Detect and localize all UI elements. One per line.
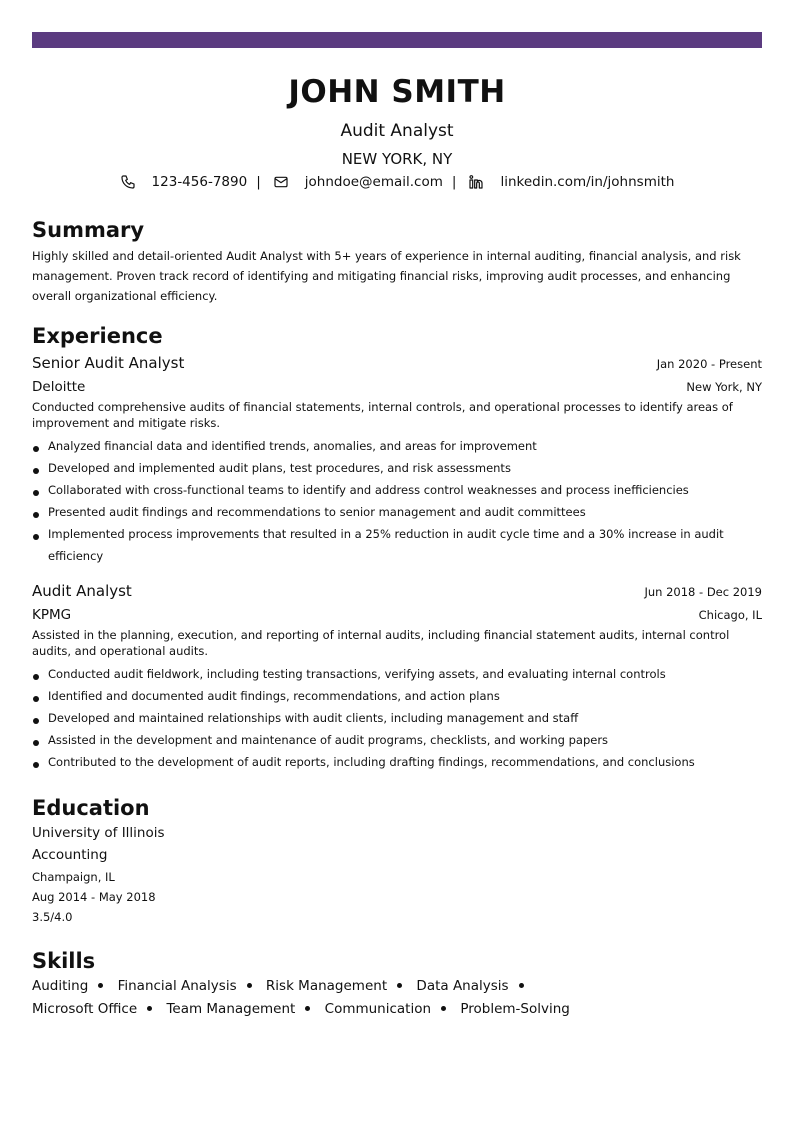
job-company: Deloitte [32, 379, 86, 395]
summary-heading: Summary [32, 218, 145, 242]
education-location: Champaign, IL [32, 870, 115, 884]
list-item [32, 435, 762, 457]
list-item [32, 685, 762, 707]
skill-label: Data Analysis [416, 978, 509, 994]
bullet-dot [33, 512, 39, 518]
experience-heading: Experience [32, 324, 163, 348]
candidate-name: JOHN SMITH [288, 74, 506, 110]
bullet-text: Contributed to the development of audit reports, including drafting findings, recommendations, and conclusions [48, 755, 695, 769]
contact-separator: | [451, 174, 457, 190]
bullet-text: Assisted in the development and maintenance of audit programs, checklists, and working papers [48, 733, 609, 747]
skill-label: Microsoft Office [32, 1001, 138, 1017]
phone-icon [120, 174, 136, 190]
candidate-location: NEW YORK, NY [341, 150, 453, 168]
resume [32, 48, 762, 1021]
skill-item [460, 1001, 570, 1017]
contact-separator: | [256, 174, 261, 190]
phone-number[interactable]: 123-456-7890 [151, 174, 248, 190]
skills-heading: Skills [32, 949, 96, 973]
education-school: University of Illinois [32, 825, 165, 841]
experience-section [32, 323, 762, 773]
job-entry [32, 581, 762, 773]
skill-item [166, 1001, 320, 1017]
skill-dot [98, 983, 103, 988]
bullet-dot [33, 740, 39, 746]
skill-dot [247, 983, 252, 988]
skill-dot [441, 1006, 446, 1011]
list-item [32, 501, 762, 523]
education-heading: Education [32, 796, 150, 820]
job-role: Senior Audit Analyst [32, 354, 185, 372]
list-item [32, 457, 762, 479]
job-dates: Jan 2020 - Present [656, 357, 762, 371]
job-bullets [32, 663, 762, 773]
skill-label: Problem-Solving [460, 1001, 570, 1017]
education-field: Accounting [32, 847, 108, 863]
job-company: KPMG [32, 607, 72, 623]
bullet-dot [33, 696, 39, 702]
skill-label: Team Management [166, 1001, 296, 1017]
skills-list [32, 975, 632, 1021]
skill-item [325, 1001, 456, 1017]
skill-item [266, 978, 412, 994]
bullet-text: Conducted audit fieldwork, including testing transactions, verifying assets, and evaluating internal controls [48, 667, 666, 681]
skill-item [32, 1001, 162, 1017]
bullet-dot [33, 446, 39, 452]
skill-label: Financial Analysis [117, 978, 237, 994]
job-bullets [32, 435, 762, 567]
list-item [32, 523, 762, 567]
bullet-text: Collaborated with cross-functional teams to identify and address control weaknesses and process inefficiencies [48, 483, 689, 497]
email-address[interactable]: johndoe@email.com [304, 174, 443, 190]
skill-dot [397, 983, 402, 988]
skills-section [32, 948, 762, 1021]
job-location: New York, NY [686, 380, 762, 394]
education-gpa: 3.5/4.0 [32, 910, 73, 924]
job-role: Audit Analyst [32, 582, 132, 600]
skill-label: Communication [324, 1001, 432, 1017]
education-dates: Aug 2014 - May 2018 [32, 890, 156, 904]
skill-item [416, 978, 533, 994]
bullet-dot [33, 490, 39, 496]
job-description: Conducted comprehensive audits of financial statements, internal controls, and operational processes to identify areas of improvement and mitigate risks. [32, 400, 733, 430]
bullet-text: Developed and implemented audit plans, test procedures, and risk assessments [48, 461, 511, 475]
summary-section [32, 217, 762, 306]
skill-label: Risk Management [265, 978, 388, 994]
list-item [32, 707, 762, 729]
list-item [32, 751, 762, 773]
bullet-text: Identified and documented audit findings, recommendations, and action plans [48, 689, 500, 703]
list-item [32, 479, 762, 501]
job-description: Assisted in the planning, execution, and reporting of internal audits, including financial statement audits, internal control audits, and operational audits. [32, 628, 730, 658]
skill-dot [305, 1006, 310, 1011]
job-entry [32, 353, 762, 567]
bullet-dot [33, 718, 39, 724]
bullet-text: Developed and maintained relationships with audit clients, including management and staff [48, 711, 579, 725]
skill-item [32, 978, 113, 994]
accent-bar [32, 32, 762, 48]
bullet-dot [33, 468, 39, 474]
skill-item [118, 978, 262, 994]
email-icon [273, 174, 289, 190]
skill-dot [519, 983, 524, 988]
summary-text: Highly skilled and detail-oriented Audit Analyst with 5+ years of experience in internal auditing, financial analysis, and risk management. Proven track record of identifying and mitigating financial risks, improving audit processes, and enhancing overall organizational efficiency. [32, 249, 741, 303]
list-item [32, 663, 762, 685]
contact-line [32, 171, 762, 193]
bullet-dot [33, 762, 39, 768]
job-dates: Jun 2018 - Dec 2019 [644, 585, 762, 599]
linkedin-url[interactable]: linkedin.com/in/johnsmith [500, 174, 675, 190]
bullet-dot [33, 534, 39, 540]
linkedin-icon [468, 174, 484, 190]
resume-header [32, 74, 762, 193]
skill-label: Auditing [32, 978, 89, 994]
education-section [32, 795, 762, 927]
candidate-title: Audit Analyst [340, 121, 454, 141]
skill-dot [147, 1006, 152, 1011]
bullet-text: Analyzed financial data and identified trends, anomalies, and areas for improvement [48, 439, 537, 453]
bullet-dot [33, 674, 39, 680]
list-item [32, 729, 762, 751]
job-location: Chicago, IL [698, 608, 762, 622]
bullet-text: Implemented process improvements that resulted in a 25% reduction in audit cycle time and a 30% increase in audit efficiency [48, 527, 724, 563]
bullet-text: Presented audit findings and recommendations to senior management and audit committees [48, 505, 586, 519]
